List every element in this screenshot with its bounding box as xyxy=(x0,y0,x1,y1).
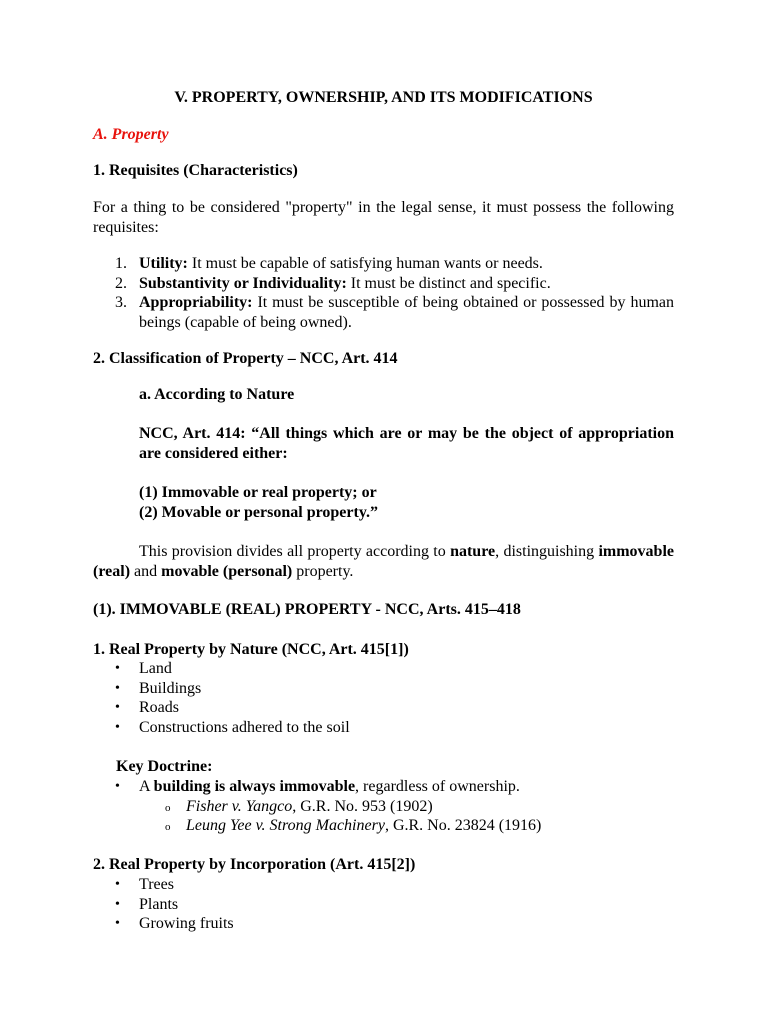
by-incorporation-list xyxy=(93,875,674,934)
document-title: V. PROPERTY, OWNERSHIP, AND ITS MODIFICATIONS xyxy=(174,89,593,106)
list-item: • Roads xyxy=(115,699,179,716)
nature-heading: a. According to Nature xyxy=(139,386,295,403)
art414-quote: NCC, Art. 414: “All things which are or may be the object of appropriation are considered either: xyxy=(139,425,674,462)
list-item: • Trees xyxy=(115,876,174,893)
list-item: • A building is always immovable, regardless of ownership. xyxy=(115,778,520,795)
list-item: • Constructions adhered to the soil xyxy=(115,718,350,736)
requisites-intro: For a thing to be considered "property" in the legal sense, it must possess the following requisites: xyxy=(93,199,674,236)
section-a-heading: A. Property xyxy=(93,126,169,143)
by-nature-list xyxy=(93,659,674,737)
key-doctrine-heading: Key Doctrine: xyxy=(116,758,213,775)
list-item: • Land xyxy=(115,660,172,677)
list-item: • Buildings xyxy=(115,679,202,697)
requisites-heading: 1. Requisites (Characteristics) xyxy=(93,162,298,179)
list-item: • Plants xyxy=(115,895,179,913)
classification-heading: 2. Classification of Property – NCC, Art. 414 xyxy=(93,350,398,367)
provision-paragraph: This provision divides all property according to nature, distinguishing immovable (real) and movable (personal) property. xyxy=(93,543,674,580)
case-item: o Leung Yee v. Strong Machinery, G.R. No. 23824 (1916) xyxy=(165,817,542,834)
immovable-heading: (1). IMMOVABLE (REAL) PROPERTY - NCC, Arts. 415–418 xyxy=(93,601,521,618)
case-item: o Fisher v. Yangco, G.R. No. 953 (1902) xyxy=(165,797,433,815)
art414-option-2: (2) Movable or personal property.” xyxy=(139,504,378,521)
requisites-list xyxy=(93,254,674,332)
doctrine-list xyxy=(93,777,674,836)
list-item: 2. Substantivity or Individuality: It must be distinct and specific. xyxy=(115,274,551,292)
list-item: 3. Appropriability: It must be susceptible of being obtained or possessed by human beings (capable of being owned). xyxy=(115,294,674,331)
list-item: 1. Utility: It must be capable of satisfying human wants or needs. xyxy=(115,255,543,272)
art414-option-1: (1) Immovable or real property; or xyxy=(139,484,377,501)
by-incorporation-heading: 2. Real Property by Incorporation (Art. 415[2]) xyxy=(93,856,416,873)
list-item: • Growing fruits xyxy=(115,915,234,932)
by-nature-heading: 1. Real Property by Nature (NCC, Art. 415[1]) xyxy=(93,641,409,658)
